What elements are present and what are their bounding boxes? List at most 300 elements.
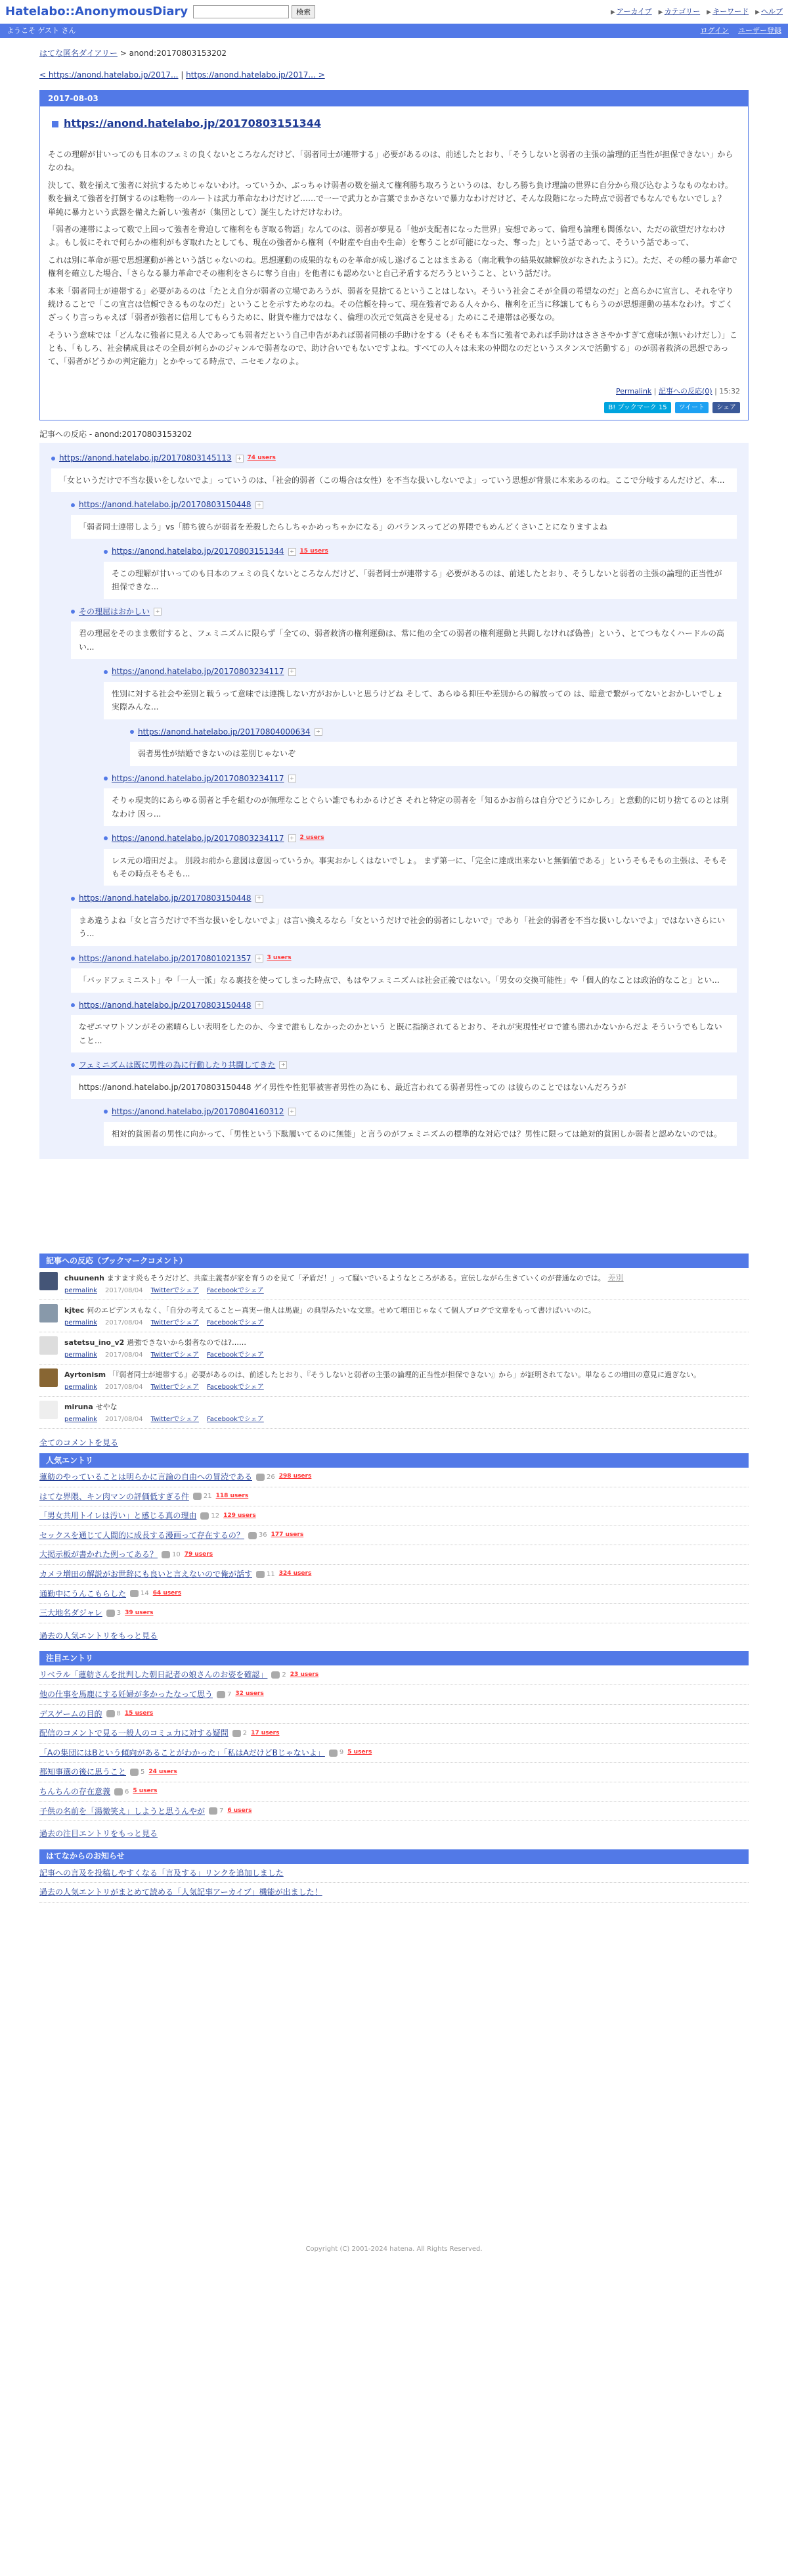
entry-title-link[interactable]: 三大地名ダジャレ — [39, 1608, 102, 1618]
entry-users-count[interactable]: 5 users — [347, 1749, 372, 1756]
category-link[interactable]: カテゴリー — [664, 7, 701, 16]
bookmark-user[interactable]: miruna — [64, 1403, 93, 1412]
bookmark-body — [64, 1272, 624, 1296]
ref-item-header — [104, 663, 737, 681]
entry-title-link[interactable]: ちんちんの存在意義 — [39, 1786, 111, 1796]
entry-item — [39, 1782, 749, 1802]
comment-count-number: 9 — [339, 1749, 344, 1757]
entry-item — [39, 1744, 749, 1763]
comment-count-number: 6 — [125, 1788, 129, 1796]
bookmark-comment — [39, 1300, 749, 1332]
ref-item-header — [130, 723, 737, 741]
bookmark-date: 2017/08/04 — [105, 1415, 143, 1423]
ref-item — [104, 830, 737, 886]
top-links — [611, 6, 783, 18]
entry-users-count[interactable]: 64 users — [152, 1589, 182, 1596]
avatar[interactable] — [39, 1401, 58, 1419]
comment-count-number: 12 — [211, 1512, 220, 1520]
bookmark-user[interactable]: chuunenh — [64, 1274, 104, 1283]
entry-users-count[interactable]: 118 users — [215, 1493, 249, 1499]
comment-bubble-icon — [329, 1750, 338, 1757]
comment-count — [256, 1570, 275, 1580]
bookmark-comment-text: せやな — [95, 1403, 118, 1412]
comment-count-number: 21 — [203, 1493, 212, 1501]
entry-title-link[interactable]: 大掲示板が書かれた例ってある？ — [39, 1550, 158, 1560]
comment-count — [162, 1550, 181, 1560]
comment-count-number: 11 — [267, 1570, 275, 1578]
bookmark-line — [64, 1304, 596, 1317]
comment-count-number: 10 — [172, 1551, 181, 1558]
entry-item — [39, 1565, 749, 1585]
entry-users-count[interactable]: 32 users — [235, 1690, 264, 1698]
entry-title-link[interactable]: 子供の名前を「湯微笑え」しようと思うんやが — [39, 1806, 206, 1816]
ref-users-count[interactable]: 2 users — [299, 834, 324, 842]
ref-item-header — [104, 543, 737, 560]
comment-count — [106, 1608, 121, 1619]
pager-separator: | — [178, 70, 186, 79]
ref-quote: 弱者男性が結婚できないのは差別じゃないぞ — [130, 742, 737, 765]
expand-icon[interactable]: + — [255, 1001, 263, 1009]
ref-quote: 性別に対する社会や差別と戦うって意味では連携しない方がおかしいと思うけどね そして、あらゆる抑圧や差別からの解放っての は、暗意で繋がってないとおかしいでしょ 実際みんな... — [104, 682, 737, 719]
comment-bubble-icon — [114, 1788, 123, 1796]
ref-item-header — [71, 997, 737, 1014]
ref-item — [71, 950, 737, 993]
comment-bubble-icon — [130, 1769, 139, 1776]
comment-count — [193, 1491, 212, 1502]
ref-item-header — [71, 603, 737, 621]
bullet-icon — [71, 1003, 75, 1007]
entry-users-count[interactable]: 177 users — [271, 1531, 304, 1539]
entry-paragraph: そういう意味では「どんなに強者に見える人であっても弱者だという自己申告があれば弱者同様の手助けをする（そもそも本当に強者であれば手助けはさささやかすぎて意味が無いわけだし）」ことも、「もしろ、社会構成員はその全員が何らかのジャンルで弱者なので、助け合いでもないですよね。すべての人々は未来の仲間なのだというスタンスで活動する」のが弱者救済の思想であって、「弱者がどうかの判定能力」とかやってる時点で、ニセモノなのよ。 — [48, 330, 737, 367]
bookmark-line — [64, 1272, 624, 1284]
bookmark-date: 2017/08/04 — [105, 1383, 143, 1391]
expand-icon[interactable]: + — [236, 455, 244, 463]
comment-count — [209, 1806, 223, 1817]
ref-item — [104, 543, 737, 599]
popular-more-link[interactable]: 過去の人気エントリをもっと見る — [39, 1631, 158, 1640]
ref-item — [130, 723, 737, 766]
ref-item — [104, 1103, 737, 1146]
archive-icon: ▶ — [610, 9, 615, 16]
entry-paragraph: そこの理解が甘いってのも日本のフェミの良くないところなんだけど、「弱者同士が連帯する」必要があるのは、前述したとおり、「そうしないと弱者の主張の論理的正当性が担保できない」からなのね。 — [48, 149, 733, 173]
ref-quote: 「弱者同士連帯しよう」vs「勝ち彼らが弱者を差殺したらしちゃかめっちゃかになる」のバランスってどの界隈でもめんどくさいことになりますよね — [71, 515, 737, 539]
entry-title-link[interactable]: 「Aの集団にはBという傾向があることがわかった」「私はAだけどBじゃないよ」 — [39, 1748, 325, 1757]
expand-icon[interactable]: + — [288, 834, 296, 842]
bookmark-body — [64, 1401, 264, 1424]
news-link[interactable]: 記事への言及を投稿しやすくなる「言及する」リンクを追加しました — [39, 1868, 284, 1878]
search-input[interactable] — [193, 5, 289, 18]
ref-link[interactable]: https://anond.hatelabo.jp/20170804000634 — [138, 727, 311, 736]
entry-title-link[interactable]: 通勤中にうんこもらした — [39, 1589, 127, 1598]
comment-count — [256, 1472, 275, 1483]
bookmark-meta — [64, 1414, 264, 1425]
twitter-share-link[interactable]: Twitterでシェア — [150, 1319, 199, 1326]
facebook-share-link[interactable]: Facebookでシェア — [206, 1351, 264, 1359]
expand-icon[interactable]: + — [288, 775, 296, 782]
ref-users-count[interactable]: 74 users — [247, 454, 276, 461]
category-icon: ▶ — [658, 9, 663, 16]
footer — [39, 1903, 749, 2265]
entry-users-count[interactable]: 39 users — [125, 1609, 154, 1616]
bookmark-body — [64, 1304, 596, 1328]
bookmark-comment-text: 何のエピデンスもなく、「自分の考えてることー真実ー他人は馬鹿」の典型みたいな文章。せめて増田じゃなくて個人ブログで文章をもって書けばいいのに。 — [87, 1306, 596, 1315]
popular-entries — [39, 1468, 749, 1623]
entry-item — [39, 1604, 749, 1623]
entry-item — [39, 1487, 749, 1507]
comment-count — [248, 1530, 267, 1541]
bookmark-comments — [39, 1268, 749, 1429]
signup-link[interactable]: ユーザー登録 — [738, 26, 781, 35]
bullet-icon — [104, 670, 108, 674]
ref-users-count[interactable]: 15 users — [299, 547, 328, 554]
section-title-link[interactable]: https://anond.hatelabo.jp/20170803151344 — [64, 117, 321, 130]
comment-count — [217, 1690, 231, 1700]
popular-heading: 人気エントリ — [39, 1453, 749, 1468]
comment-bubble-icon — [248, 1532, 257, 1539]
breadcrumb-home[interactable]: はてな匿名ダイアリー — [39, 49, 118, 58]
bookmark-tag[interactable]: 差別 — [607, 1273, 624, 1283]
bookmark-line — [64, 1401, 264, 1413]
keyword-icon: ▶ — [707, 9, 712, 16]
facebook-share-link[interactable]: Facebookでシェア — [206, 1415, 264, 1423]
entry-body — [48, 148, 740, 369]
next-entry-link[interactable]: https://anond.hatelabo.jp/2017... > — [186, 70, 325, 79]
comment-bubble-icon — [232, 1730, 241, 1737]
search-form — [193, 5, 315, 18]
news-heading: はてなからのお知らせ — [39, 1849, 749, 1864]
entry-item — [39, 1585, 749, 1604]
entry-title-link[interactable]: デスゲームの目的 — [39, 1709, 102, 1719]
entry-users-count[interactable]: 79 users — [184, 1550, 213, 1558]
share-bar — [48, 402, 740, 413]
comment-count — [329, 1748, 343, 1758]
entry-paragraph: 「弱者の連帯によって数で上回って強者を脅迫して権利をもぎ取る物語」なんてのは、弱者が夢見る「他が支配者になった世界」妄想であって、倫理も論理も関係ない、ただの欲望だけなわけよ。もし仮にそれで何らかの権利がもぎ取れたとしても、現在の強者から権利（や財産や自由や生命）を奪うことが可能になった、奪った」という話であって、そういう話であって、 — [48, 224, 726, 248]
bookmark-body — [64, 1336, 264, 1360]
ref-quote: そりゃ現実的にあらゆる弱者と手を組むのが無理なことぐらい誰でもわかるけどさ それと特定の弱者を「知るかお前らは自分でどうにかしろ」と意動的に切り捨てるのとは別なわけ 因っ... — [104, 788, 737, 826]
hot-more-link[interactable]: 過去の注目エントリをもっと見る — [39, 1829, 158, 1839]
ref-quote: なぜエマワトソンがその素晴らしい表明をしたのか、今まで誰もしなかったのかという と既に指摘されてるとおり、それが実現性ゼロで誰も勝れかないからだよ そういうでもしないこと... — [71, 1015, 737, 1052]
section-title — [52, 116, 740, 132]
section-footer — [48, 386, 740, 397]
entry-title-link[interactable]: 配信のコメントで見る一般人のコミュ力に対する疑問 — [39, 1729, 229, 1738]
entry-item — [39, 1506, 749, 1526]
entry-users-count[interactable]: 15 users — [124, 1709, 154, 1717]
entry-users-count[interactable]: 6 users — [227, 1807, 252, 1814]
entry-title-link[interactable]: カメラ増田の解説がお世辞にも良いと言えないので俺が話す — [39, 1570, 253, 1579]
entry-title-link[interactable]: 都知事選の後に思うこと — [39, 1767, 127, 1777]
refs-tree — [39, 443, 749, 1159]
pager — [39, 69, 749, 81]
all-comments-link[interactable]: 全てのコメントを見る — [39, 1438, 119, 1448]
ref-item-header — [71, 1056, 737, 1074]
ref-quote: そこの理解が甘いってのも日本のフェミの良くないところなんだけど、「弱者同士が連帯する」必要があるのは、前述したとおり、そうしないと弱者の主張の論理的正当性が担保できな... — [104, 562, 737, 599]
ref-link[interactable]: フェミニズムは既に男性の為に行動したり共闘してきた — [79, 1060, 276, 1070]
comment-count — [130, 1589, 149, 1599]
bullet-icon — [104, 777, 108, 780]
comment-count-number: 3 — [116, 1609, 121, 1617]
breadcrumb-separator: > — [117, 49, 129, 58]
site-logo[interactable]: Hatelabo::AnonymousDiary — [5, 5, 188, 19]
refs-count-link[interactable]: 記事への反応(0) — [659, 386, 712, 395]
ref-link[interactable]: https://anond.hatelabo.jp/20170803150448 — [79, 500, 252, 510]
bullet-icon — [71, 503, 75, 507]
day-date: 2017-08-03 — [40, 91, 748, 106]
entry-item — [39, 1685, 749, 1705]
comment-bubble-icon — [106, 1610, 115, 1617]
facebook-share-button[interactable]: シェア — [712, 402, 740, 413]
facebook-share-link[interactable]: Facebookでシェア — [206, 1383, 264, 1391]
comment-count — [130, 1767, 144, 1778]
main-container — [39, 38, 749, 2265]
expand-icon[interactable]: + — [288, 1108, 296, 1116]
bookmark-user[interactable]: Ayrtonism — [64, 1370, 106, 1380]
ref-link[interactable]: https://anond.hatelabo.jp/20170803150448 — [79, 893, 252, 903]
entry-users-count[interactable]: 324 users — [278, 1570, 312, 1577]
avatar[interactable] — [39, 1368, 58, 1387]
ref-item — [71, 1056, 737, 1099]
expand-icon[interactable]: + — [288, 668, 296, 676]
entry-item — [39, 1763, 749, 1782]
bookmark-user[interactable]: satetsu_ino_v2 — [64, 1338, 125, 1347]
permalink[interactable]: Permalink — [616, 386, 652, 395]
ref-item — [71, 496, 737, 539]
bookmark-permalink[interactable]: permalink — [64, 1383, 97, 1391]
bullet-icon — [104, 836, 108, 840]
bullet-icon — [71, 897, 75, 901]
entry-title-link[interactable]: はてな界隈、キン肉マンの評価低すぎる件 — [39, 1491, 189, 1501]
news-item — [39, 1864, 749, 1884]
archive-link[interactable]: アーカイブ — [616, 7, 652, 16]
twitter-share-link[interactable]: Twitterでシェア — [150, 1351, 199, 1359]
entry-title-link[interactable]: セックスを通じて人間的に成長する漫画って存在するの？ — [39, 1530, 244, 1540]
hatena-bookmark-button[interactable]: B! ブックマーク 15 — [604, 402, 670, 413]
bookmark-permalink[interactable]: permalink — [64, 1351, 97, 1359]
bookmark-line — [64, 1368, 701, 1381]
bookmark-comment — [39, 1365, 749, 1397]
bookmark-date: 2017/08/04 — [105, 1286, 143, 1294]
bookmark-meta — [64, 1286, 624, 1296]
bullet-icon — [51, 457, 55, 461]
comment-count-number: 14 — [141, 1590, 149, 1598]
ref-item-header — [71, 950, 737, 968]
bookmark-permalink[interactable]: permalink — [64, 1286, 97, 1294]
comment-count — [200, 1511, 219, 1522]
expand-icon[interactable]: + — [255, 955, 263, 962]
bookmark-comment-text: 「『弱者同士が連帯する』必要があるのは、前述したとおり、『そうしないと弱者の主張の論理的正当性が担保できない』から」が証明されてない。単なるこの増田の意見に過ぎない。 — [108, 1370, 701, 1380]
ref-quote: 「バッドフェミニスト」や「一人一派」なる裏技を使ってしまった時点で、もはやフェミニズムは社会正義ではない。「男女の交換可能性」や「個人的なことは政治的なこと」とい... — [71, 968, 737, 992]
ref-link[interactable]: https://anond.hatelabo.jp/20170803151344 — [112, 547, 284, 556]
ref-link[interactable]: https://anond.hatelabo.jp/20170803150448 — [79, 1000, 252, 1010]
bookmark-comment — [39, 1397, 749, 1429]
avatar[interactable] — [39, 1304, 58, 1322]
entry-users-count[interactable]: 17 users — [251, 1729, 280, 1736]
section-square-icon — [52, 121, 58, 127]
bookmark-line — [64, 1336, 264, 1349]
facebook-share-link[interactable]: Facebookでシェア — [206, 1319, 264, 1326]
comment-bubble-icon — [106, 1710, 115, 1717]
comment-bubble-icon — [200, 1512, 209, 1520]
comment-bubble-icon — [130, 1590, 139, 1597]
expand-icon[interactable]: + — [255, 501, 263, 509]
expand-icon[interactable]: + — [154, 608, 162, 616]
help-icon: ▶ — [755, 9, 760, 16]
comment-count — [114, 1787, 129, 1797]
comment-count-number: 2 — [282, 1671, 286, 1679]
bullet-icon — [71, 1063, 75, 1067]
hot-heading: 注目エントリ — [39, 1651, 749, 1665]
entry-item — [39, 1724, 749, 1744]
ref-quote: 「女というだけで不当な扱いをしないでよ」っていうのは、「社会的弱者（この場合は女性）を不当な扱いしないでよ」っていう思想が背景に本来あるのね。ここで分岐するんだけど、本... — [51, 468, 737, 492]
ref-item-header — [104, 1103, 737, 1121]
entry-users-count[interactable]: 5 users — [133, 1788, 158, 1795]
ref-link[interactable]: https://anond.hatelabo.jp/20170803145113 — [59, 453, 232, 463]
entry-users-count[interactable]: 24 users — [148, 1768, 177, 1775]
refs-heading: 記事への反応 - anond:20170803153202 — [39, 429, 192, 439]
comment-count-number: 36 — [258, 1531, 267, 1539]
comment-bubble-icon — [162, 1551, 170, 1558]
twitter-share-link[interactable]: Twitterでシェア — [150, 1286, 199, 1294]
ref-quote: レス元の増田だよ。 別段お前から意図は意図っていうか。事実おかしくはないでしょ。 まず第一に、「完全に達成出来ないと無価値である」というそもそもの主張は、そもそもその時点そもそも... — [104, 849, 737, 886]
ref-item — [104, 663, 737, 719]
bookmark-comments-heading: 記事への反応（ブックマークコメント） — [39, 1254, 749, 1268]
ref-item-header — [104, 770, 737, 788]
news-list — [39, 1864, 749, 1903]
entry-users-count[interactable]: 23 users — [290, 1671, 319, 1678]
entry-title-link[interactable]: 「男女共用トイレは汚い」と感じる真の理由 — [39, 1511, 197, 1521]
breadcrumb-current: anond:20170803153202 — [129, 49, 227, 58]
entry-item — [39, 1468, 749, 1487]
search-button[interactable]: 検索 — [292, 5, 315, 18]
avatar[interactable] — [39, 1336, 58, 1355]
entry-users-count[interactable]: 129 users — [223, 1512, 256, 1519]
comment-bubble-icon — [217, 1691, 225, 1698]
comment-count-number: 26 — [267, 1473, 275, 1481]
ref-item — [51, 449, 737, 492]
entry-title-link[interactable]: 他の仕事を馬鹿にする妊婦が多かったなって思う — [39, 1690, 213, 1700]
avatar[interactable] — [39, 1272, 58, 1290]
bullet-icon — [104, 1110, 108, 1114]
bullet-icon — [130, 730, 134, 734]
help-link[interactable]: ヘルプ — [761, 7, 783, 16]
ref-item-header — [51, 449, 737, 467]
ref-quote: 相対的貧困者の男性に向かって、「男性という下駄履いてるのに無能」と言うのがフェミニズムの標準的な対応では？男性に限っては絶対的貧困しか弱者と認めないのでは。 — [104, 1122, 737, 1146]
entry-item — [39, 1705, 749, 1725]
welcome-text: ようこそ ゲスト さん — [7, 26, 76, 35]
top-bar — [0, 0, 788, 24]
bookmark-permalink[interactable]: permalink — [64, 1319, 97, 1326]
bookmark-meta — [64, 1318, 596, 1328]
bookmark-comment — [39, 1268, 749, 1300]
ref-quote: まあ違うよね「女と言うだけで不当な扱いをしないでよ」は言い換えるなら「女というだけで社会的弱者にしないで」であり「社会的弱者を不当な扱いしないでよ」ではないさらにいう... — [71, 909, 737, 946]
comment-count — [106, 1709, 121, 1719]
bookmark-body — [64, 1368, 701, 1392]
ref-link[interactable]: その理屈はおかしい — [79, 606, 150, 616]
copyright: Copyright (C) 2001-2024 hatena. All Rights Reserved. — [305, 2245, 483, 2253]
expand-icon[interactable]: + — [255, 895, 263, 903]
ref-item-header — [71, 890, 737, 907]
comment-bubble-icon — [193, 1493, 202, 1500]
ref-item-header — [104, 830, 737, 847]
comment-count-number: 5 — [141, 1768, 145, 1776]
comment-count-number: 8 — [116, 1710, 121, 1718]
entry-item — [39, 1665, 749, 1685]
entry-title-link[interactable]: リベラル「蓮舫さんを批判した朝日記者の娘さんのお姿を確認」 — [39, 1670, 268, 1680]
ref-item — [71, 890, 737, 945]
bookmark-permalink[interactable]: permalink — [64, 1415, 97, 1423]
ref-item — [71, 603, 737, 659]
keyword-link[interactable]: キーワード — [712, 7, 749, 16]
day-body — [40, 106, 748, 420]
entry-item — [39, 1545, 749, 1565]
facebook-share-link[interactable]: Facebookでシェア — [206, 1286, 264, 1294]
expand-icon[interactable]: + — [315, 728, 322, 736]
comment-bubble-icon — [256, 1474, 265, 1481]
comment-bubble-icon — [256, 1571, 265, 1578]
comment-count-number: 7 — [219, 1807, 224, 1815]
entry-title-link[interactable]: 蓮舫のやっていることは明らかに言論の自由への冒涜である — [39, 1472, 253, 1482]
news-link[interactable]: 過去の人気エントリがまとめて読める「人気記事アーカイブ」機能が出ました！ — [39, 1887, 322, 1897]
entry-item — [39, 1802, 749, 1822]
bullet-icon — [71, 610, 75, 614]
ref-link[interactable]: https://anond.hatelabo.jp/20170803234117 — [112, 833, 284, 843]
comment-count-number: 2 — [242, 1729, 248, 1737]
breadcrumb — [39, 47, 749, 60]
entry-paragraph: これは別に革命が悪で思想運動が善という話じゃないのね。思想運動の成果的なものを革命が成し遂げることはままある（南北戦争の結果奴隷解放がなされたように）。ただ、その種の暴力革命で権利を確立した場合、「さらなる暴力革命でその権利をさらに奪う自由」を他者にも認めないと自己矛盾するだろうということ、という話だけ。 — [48, 255, 738, 279]
ref-quote: 君の理屈をそのまま敷衍すると、フェミニズムに限らず「全ての、弱者救済の権利運動は、常に他の全ての弱者の権利運動と共闘しなければ偽善」という、とてつもなくハードルの高い... — [71, 621, 737, 659]
entry-item — [39, 1526, 749, 1546]
welcome-bar — [0, 24, 788, 38]
bookmark-comment-text: 過強できないから弱者なのでは?…… — [127, 1338, 246, 1347]
twitter-share-link[interactable]: Twitterでシェア — [150, 1383, 199, 1391]
bookmark-date: 2017/08/04 — [105, 1319, 143, 1326]
entry-paragraph: 本来「弱者同士が連帯する」必要があるのは「たとえ自分が弱者の立場であろうが、弱者を見捨てるということはしない。そういう社会こそが全員の希望なのだ」と高らかに宣言し、それを守り続けることで「この宣言は信頼できるものなのだ」ということを示すためなのね。その信頼を持って、現在強者である人々から、権利を正当に移譲してもらうのが思想運動の基本なわけ。すごくざっくり言っちゃえば「弱者が強者に信用してもらうために、財貨や権力ではなく、倫理の次元で気高さを見せる」ためにこそ連帯は必要なの。 — [48, 286, 734, 323]
ref-users-count[interactable]: 3 users — [267, 955, 292, 962]
bookmark-meta — [64, 1350, 264, 1361]
expand-icon[interactable]: + — [279, 1061, 287, 1069]
entry-time: | 15:32 — [712, 386, 740, 395]
diary-day — [39, 90, 749, 420]
news-item — [39, 1883, 749, 1903]
ref-item — [71, 997, 737, 1052]
expand-icon[interactable]: + — [288, 548, 296, 556]
ref-item — [104, 770, 737, 826]
twitter-share-link[interactable]: Twitterでシェア — [150, 1415, 199, 1423]
ref-link[interactable]: https://anond.hatelabo.jp/20170803234117 — [112, 667, 284, 677]
comment-bubble-icon — [271, 1671, 280, 1679]
entry-users-count[interactable]: 298 users — [278, 1473, 312, 1480]
ref-link[interactable]: https://anond.hatelabo.jp/20170804160312 — [112, 1107, 284, 1117]
footer-separator: | — [651, 386, 659, 395]
comment-count-number: 7 — [227, 1690, 232, 1698]
bullet-icon — [104, 550, 108, 554]
ref-link[interactable]: https://anond.hatelabo.jp/20170803234117 — [112, 773, 284, 783]
bookmark-meta — [64, 1382, 701, 1393]
tweet-button[interactable]: ツイート — [675, 402, 709, 413]
bookmark-date: 2017/08/04 — [105, 1351, 143, 1359]
entry-paragraph: 決して、数を揃えて強者に対抗するためじゃないわけ。っていうか、ぶっちゃけ弱者の数を揃えて権利勝ち取ろうというのは、むしろ勝ち負け理論の世界に自分から飛び込むようなものなわけ。数を揃えて強者を打倒するのは唯物一のルートは武力革命なわけだけど……で一ーで武力とか言葉でまかさないで暴力なわけだけど、そんな段階になった時点で弱者でもなんでもないでしょ？ 単純に暴力という武器を備えた新しい強者が（集団として）誕生したけだけなわけ。 — [48, 180, 734, 217]
ref-item-header — [71, 496, 737, 514]
comment-bubble-icon — [209, 1807, 217, 1815]
bookmark-comment — [39, 1332, 749, 1365]
bookmark-user[interactable]: kjtec — [64, 1306, 85, 1315]
comment-count — [232, 1729, 247, 1739]
hot-entries — [39, 1665, 749, 1821]
prev-entry-link[interactable]: < https://anond.hatelabo.jp/2017... — [39, 70, 179, 79]
bullet-icon — [71, 957, 75, 960]
ref-quote: https://anond.hatelabo.jp/20170803150448 ゲイ男性や性犯罪被害者男性の為にも、最近言われてる弱者男性っての は彼らのことではないんだろうが — [71, 1075, 737, 1099]
ref-link[interactable]: https://anond.hatelabo.jp/20170801021357 — [79, 953, 252, 963]
login-link[interactable]: ログイン — [700, 26, 729, 35]
